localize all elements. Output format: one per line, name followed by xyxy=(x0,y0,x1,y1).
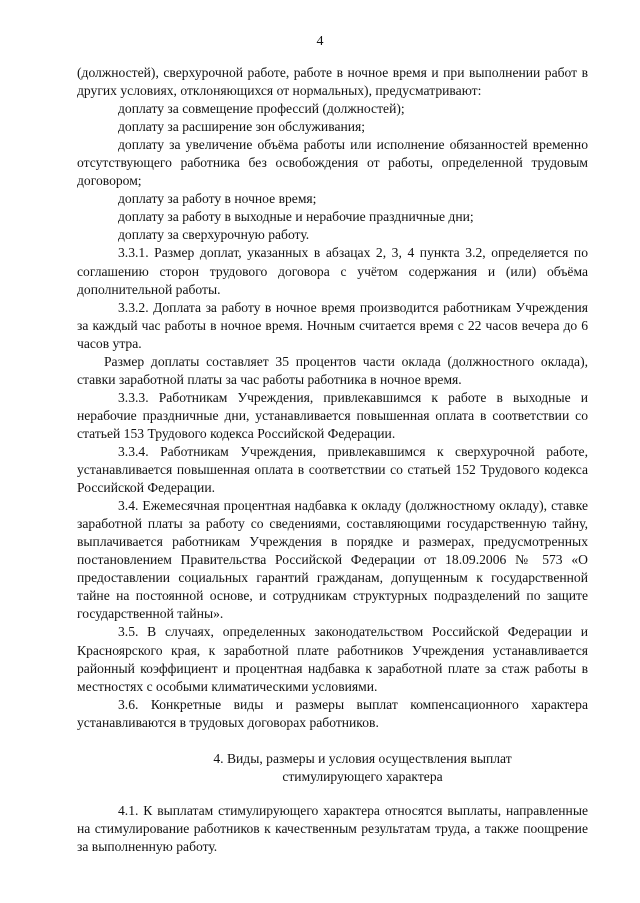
paragraph: доплату за работу в выходные и нерабочие праздничные дни; xyxy=(118,209,474,225)
paragraph: Размер доплаты составляет 35 процентов части оклада (должностного оклада), ставки заработной платы за час работы работника в ночное время. xyxy=(77,353,588,387)
paragraph: доплату за увеличение объёма работы или исполнение обязанностей временно отсутствующего работника без освобождения от работы, определенной трудовым договором; xyxy=(77,137,588,189)
paragraph-4-1: 4.1. К выплатам стимулирующего характера относятся выплаты, направленные на стимулирование работников к качественным результатам труда, а также поощрение за выполненную работу. xyxy=(77,802,588,854)
section-4-heading xyxy=(77,750,588,786)
paragraph: доплату за расширение зон обслуживания; xyxy=(118,119,366,135)
paragraph: 3.6. Конкретные виды и размеры выплат компенсационного характера устанавливаются в трудовых договорах работников. xyxy=(77,696,588,730)
section-3-paragraphs xyxy=(77,64,588,732)
paragraph: (должностей), сверхурочной работе, работе в ночное время и при выполнении работ в других условиях, отклоняющихся от нормальных), предусматривают: xyxy=(77,65,588,99)
paragraph: доплату за сверхурочную работу. xyxy=(118,227,310,243)
section-4-heading-line-1: 4. Виды, размеры и условия осуществления выплат xyxy=(213,750,512,766)
document-body xyxy=(77,64,588,856)
paragraph: доплату за работу в ночное время; xyxy=(118,191,317,207)
paragraph: 3.3.1. Размер доплат, указанных в абзацах 2, 3, 4 пункта 3.2, определяется по соглашению сторон трудового договора с учётом содержания и (или) объёма дополнительной работы. xyxy=(77,245,588,297)
paragraph: 3.3.4. Работникам Учреждения, привлекавшимся к сверхурочной работе, устанавливается повышенная оплата в соответствии со статьей 152 Трудового кодекса Российской Федерации. xyxy=(77,443,588,496)
paragraph: 3.5. В случаях, определенных законодательством Российской Федерации и Красноярского края, к заработной плате работников Учреждения устанавливается районный коэффициент и процентная надбавка к заработной плате за стаж работы в местностях с особыми климатическими условиями. xyxy=(77,624,588,694)
paragraph: доплату за совмещение профессий (должностей); xyxy=(118,101,405,117)
section-4-heading-line-2: стимулирующего характера xyxy=(282,768,443,784)
paragraph: 3.3.3. Работникам Учреждения, привлекавшимся к работе в выходные и нерабочие праздничные дни, устанавливается повышенная оплата в соответствии со статьей 153 Трудового кодекса Российской Федерации. xyxy=(77,389,588,441)
page-number: 4 xyxy=(316,34,324,49)
paragraph: 3.4. Ежемесячная процентная надбавка к окладу (должностному окладу), ставке заработной платы за работу со сведениями, составляющими государственную тайну, выплачивается работникам Учреждения в порядке и размерах, предусмотренных постановлением Правительства Российской Федерации от 18.09.2006 № 573 «О предоставлении социальных гарантий гражданам, допущенным к государственной тайне на постоянной основе, и сотрудникам структурных подразделений по защите государственной тайны». xyxy=(77,498,588,622)
paragraph: 3.3.2. Доплата за работу в ночное время производится работникам Учреждения за каждый час работы в ночное время. Ночным считается время с 22 часов вечера до 6 часов утра. xyxy=(77,299,588,351)
